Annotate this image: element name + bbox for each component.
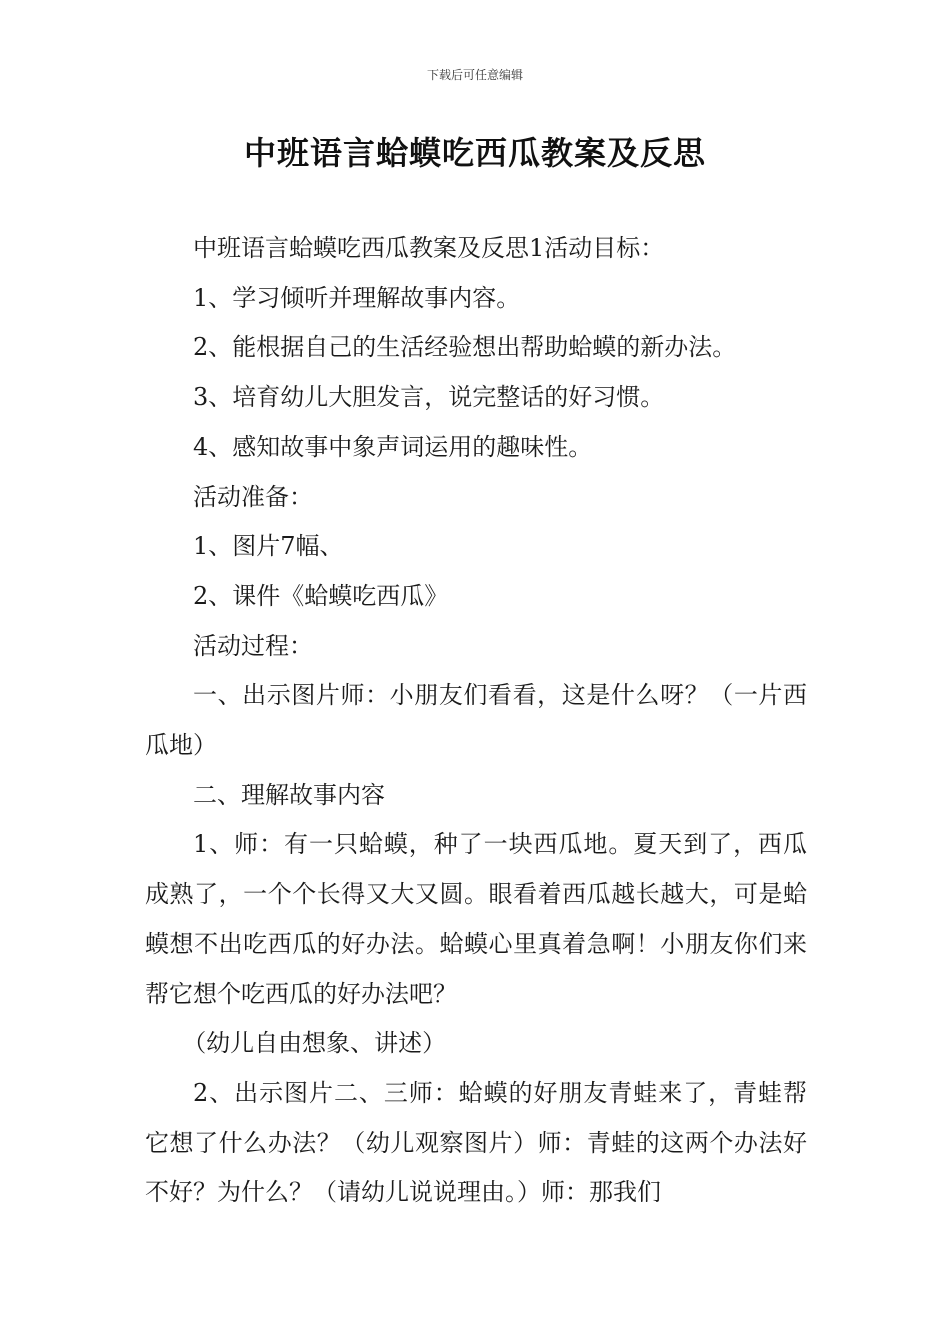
- document-title: 中班语言蛤蟆吃西瓜教案及反思: [243, 134, 706, 172]
- paragraph: 1、师：有一只蛤蟆，种了一块西瓜地。夏天到了，西瓜成熟了，一个个长得又大又圆。眼看着西瓜越长越大，可是蛤蟆想不出吃西瓜的好办法。蛤蟆心里真着急啊！小朋友你们来帮它想个吃西瓜的好办法吧？: [145, 830, 807, 1008]
- paragraph: 一、出示图片师：小朋友们看看，这是什么呀？（一片西瓜地）: [145, 681, 807, 760]
- paragraph: 活动过程：: [193, 631, 313, 660]
- paragraph: 2、课件《蛤蟆吃西瓜》: [193, 581, 449, 610]
- paragraph: 中班语言蛤蟆吃西瓜教案及反思1活动目标：: [193, 234, 665, 262]
- paragraph: 1、学习倾听并理解故事内容。: [193, 283, 521, 312]
- paragraph: （幼儿自由想象、讲述）: [182, 1029, 447, 1058]
- paragraph: 2、能根据自己的生活经验想出帮助蛤蟆的新办法。: [193, 333, 737, 362]
- paragraph: 3、培育幼儿大胆发言，说完整话的好习惯。: [193, 383, 665, 412]
- header-note: 下载后可任意编辑: [426, 68, 523, 82]
- paragraph: 1、图片7幅、: [193, 532, 344, 561]
- document-body: [145, 224, 807, 1218]
- paragraph: 4、感知故事中象声词运用的趣味性。: [193, 432, 593, 461]
- paragraph: 2、出示图片二、三师：蛤蟆的好朋友青蛙来了，青蛙帮它想了什么办法？（幼儿观察图片）师：青蛙的这两个办法好不好？为什么？（请幼儿说说理由。）师：那我们: [145, 1078, 807, 1207]
- paragraph: 二、理解故事内容: [193, 780, 385, 809]
- paragraph: 活动准备：: [193, 482, 313, 511]
